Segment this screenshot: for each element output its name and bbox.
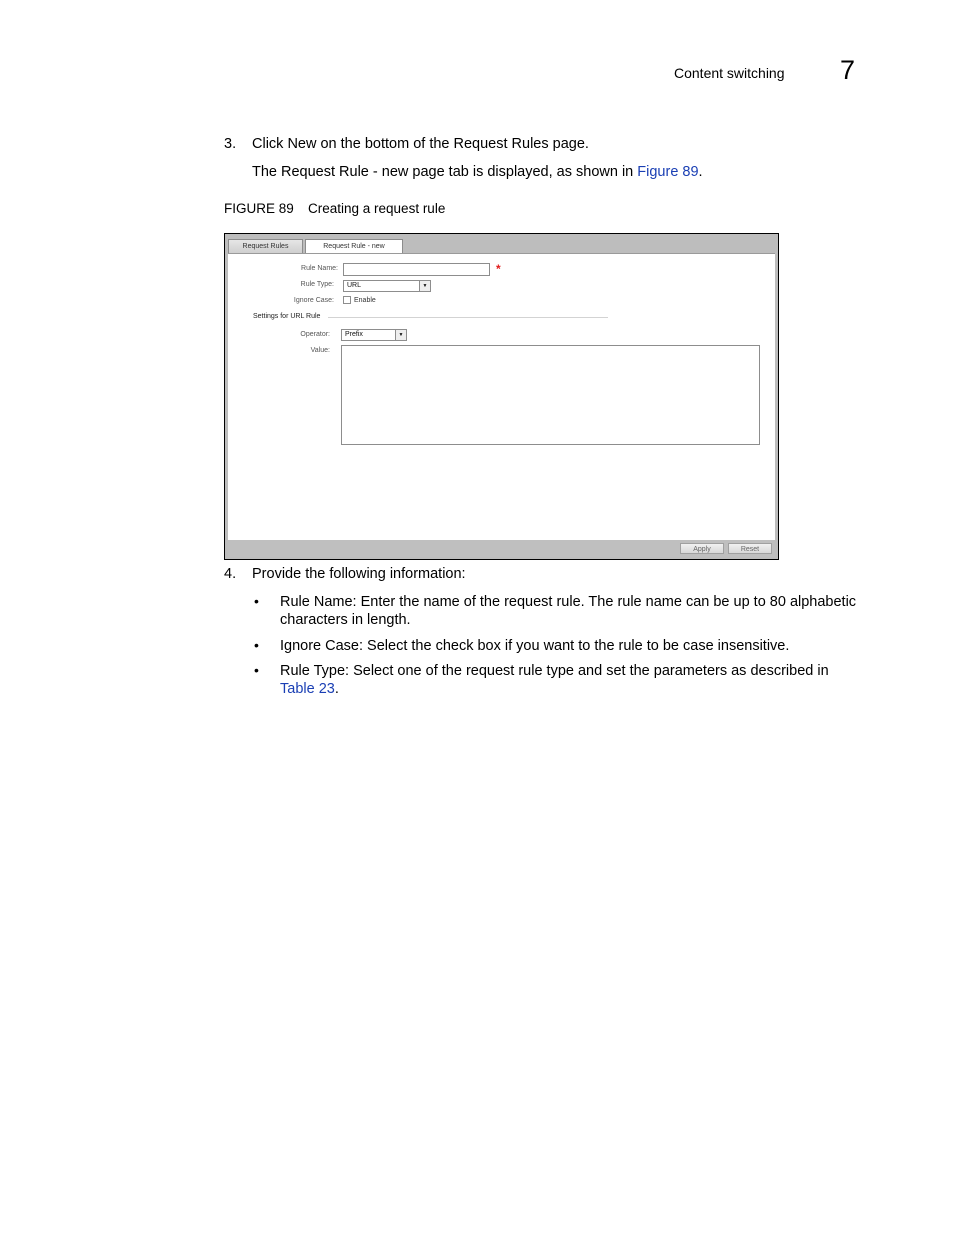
ignore-case-desc: : Select the check box if you want to the rule to be case insensitive. xyxy=(359,638,790,654)
figure-caption xyxy=(224,201,445,216)
apply-button[interactable]: Apply xyxy=(680,543,724,554)
tab-request-rule-new[interactable]: Request Rule - new xyxy=(305,239,403,254)
new-term: New xyxy=(287,136,317,152)
tab-request-rules[interactable]: Request Rules xyxy=(228,239,303,253)
request-rule-new-term: Request Rule - new xyxy=(281,164,409,180)
rule-name-input[interactable] xyxy=(343,263,490,276)
bullet-rule-name-cont: characters in length. xyxy=(280,612,411,628)
request-rule-screenshot xyxy=(224,233,779,560)
table-23-link[interactable]: Table 23 xyxy=(280,681,335,697)
figure-number: FIGURE 89 xyxy=(224,201,294,216)
rule-type-term: Rule Type xyxy=(280,663,346,679)
operator-select[interactable] xyxy=(341,329,407,341)
step-3-post: page. xyxy=(548,136,589,152)
rule-type-label: Rule Type: xyxy=(300,281,334,288)
ignore-case-checkbox[interactable] xyxy=(343,296,351,304)
bullet-icon: • xyxy=(254,662,259,678)
step-3-mid: on the bottom of the xyxy=(316,136,454,152)
required-mark: * xyxy=(496,262,501,276)
para-post: . xyxy=(698,164,703,180)
ignore-case-term: Ignore Case xyxy=(280,638,359,654)
rule-type-post: . xyxy=(334,681,339,697)
step-3-text xyxy=(252,135,589,153)
ignore-case-option: Enable xyxy=(354,297,376,304)
bullet-icon: • xyxy=(254,593,259,609)
operator-value: Prefix xyxy=(345,331,363,338)
operator-label: Operator: xyxy=(300,331,330,338)
rule-type-select[interactable] xyxy=(343,280,431,292)
figure-title: Creating a request rule xyxy=(308,201,446,216)
rule-type-value: URL xyxy=(347,282,362,289)
step-3-number: 3. xyxy=(224,136,237,152)
reset-button[interactable]: Reset xyxy=(728,543,772,554)
rule-name-label: Rule Name: xyxy=(301,265,338,272)
step-3-pre: Click xyxy=(252,136,288,152)
step-3-paragraph xyxy=(252,163,703,181)
bullet-rule-type xyxy=(280,662,829,680)
rule-name-desc: : Enter the name of the request rule. The rule name can be up to 80 alphabetic xyxy=(352,594,857,610)
chevron-down-icon: ▼ xyxy=(395,330,406,340)
bullet-rule-name xyxy=(280,593,856,611)
para-mid: page tab is displayed, as shown in xyxy=(408,164,638,180)
para-pre: The xyxy=(252,164,282,180)
running-header-title: Content switching xyxy=(674,65,785,81)
rule-name-term: Rule Name xyxy=(280,594,353,610)
value-label: Value: xyxy=(310,347,330,354)
chevron-down-icon: ▼ xyxy=(419,281,430,291)
ignore-case-label: Ignore Case: xyxy=(293,297,334,304)
bullet-rule-type-cont xyxy=(280,680,339,698)
section-divider xyxy=(328,317,608,318)
button-bar xyxy=(228,540,775,557)
section-title: Settings for URL Rule xyxy=(253,313,321,320)
value-textarea[interactable] xyxy=(341,345,760,445)
chapter-number: 7 xyxy=(840,55,856,85)
step-4-number: 4. xyxy=(224,566,237,582)
bullet-ignore-case xyxy=(280,637,789,655)
step-4-text: Provide the following information: xyxy=(252,566,466,582)
bullet-icon: • xyxy=(254,637,259,653)
figure-89-link[interactable]: Figure 89 xyxy=(637,164,699,180)
rule-type-desc: : Select one of the request rule type and set the parameters as described in xyxy=(345,663,829,679)
form-panel xyxy=(228,253,775,541)
request-rules-term: Request Rules xyxy=(453,136,549,152)
